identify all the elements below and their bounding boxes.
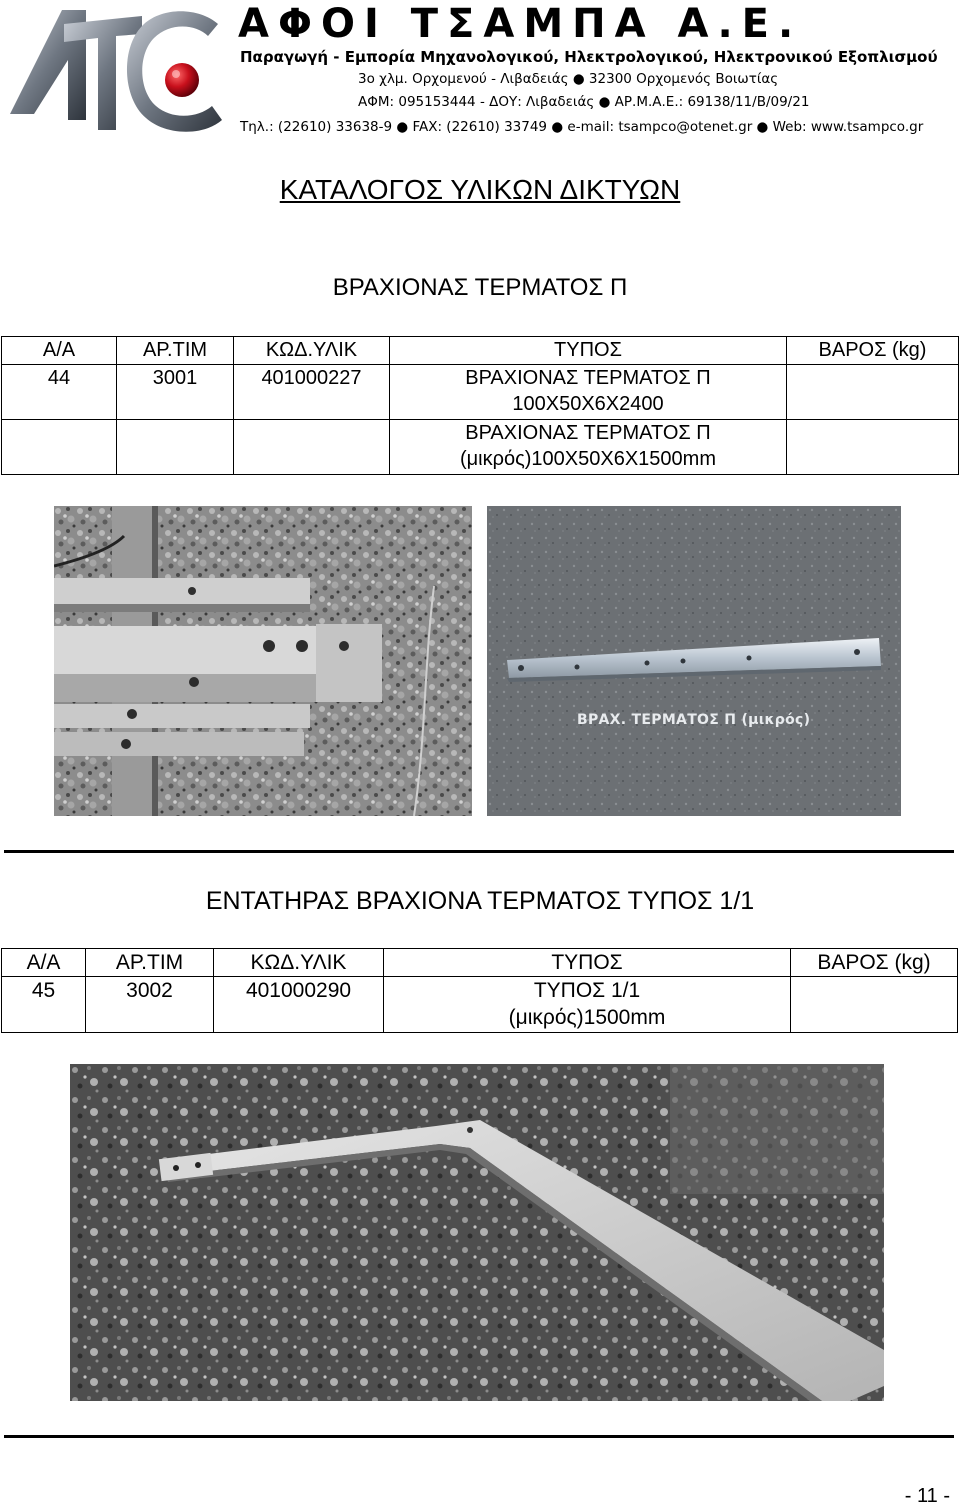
col-header-ar-tim: ΑΡ.ΤΙΜ: [117, 337, 234, 365]
footer-divider: [4, 1435, 954, 1438]
col-header-kod: ΚΩΔ.ΥΛΙΚ: [234, 337, 390, 365]
section-title-terminal-arm: ΒΡΑΧΙΟΝΑΣ ΤΕΡΜΑΤΟΣ Π: [332, 274, 628, 301]
col-header-aa: Α/Α: [2, 337, 117, 365]
cell-varos: [787, 420, 959, 475]
cell-typos: [384, 977, 791, 1033]
company-contacts: Τηλ.: (22610) 33638-9 ● FAX: (22610) 33749 ● e-mail: tsampco@otenet.gr ● Web: www.tsampco.gr: [240, 119, 924, 135]
col-header-varos: ΒΑΡΟΣ (kg): [787, 337, 959, 365]
table-header-row: [2, 949, 958, 977]
table-header-row: [2, 337, 959, 365]
cell-kod: [234, 420, 390, 475]
company-address: 3ο χλμ. Ορχομενού - Λιβαδειάς ● 32300 Ορχομενός Βοιωτίας: [358, 71, 779, 87]
cell-varos: [791, 977, 958, 1033]
section-divider: [4, 850, 954, 853]
cell-typos-line1: ΒΡΑΧΙΟΝΑΣ ΤΕΡΜΑΤΟΣ Π: [465, 422, 711, 444]
cell-ar-tim: 3002: [86, 977, 214, 1033]
atc-logo-icon: [4, 2, 230, 140]
photo-stacked-terminal-arms: [54, 506, 472, 816]
cell-kod: 401000227: [234, 365, 390, 420]
col-header-varos: ΒΑΡΟΣ (kg): [791, 949, 958, 977]
tensioner-table: [1, 948, 958, 1033]
table-row: [2, 420, 959, 475]
photo-caption: ΒΡΑΧ. ΤΕΡΜΑΤΟΣ Π (μικρός): [577, 712, 811, 728]
cell-typos: [390, 420, 787, 475]
photo-small-terminal-arm: [487, 506, 901, 816]
cell-ar-tim: 3001: [117, 365, 234, 420]
company-tax-info: ΑΦΜ: 095153444 - ΔΟΥ: Λιβαδειάς ● ΑΡ.Μ.Α.Ε.: 69138/11/Β/09/21: [358, 94, 810, 110]
section-title-tensioner: ΕΝΤΑΤΗΡΑΣ ΒΡΑΧΙΟΝΑ ΤΕΡΜΑΤΟΣ ΤΥΠΟΣ 1/1: [205, 887, 755, 915]
cell-typos-line1: ΒΡΑΧΙΟΝΑΣ ΤΕΡΜΑΤΟΣ Π: [465, 367, 711, 389]
cell-typos-line2: 100Χ50Χ6Χ2400: [512, 393, 664, 415]
col-header-typos: ΤΥΠΟΣ: [384, 949, 791, 977]
col-header-typos: ΤΥΠΟΣ: [390, 337, 787, 365]
table-row: [2, 365, 959, 420]
company-activity: Παραγωγή - Εμπορία Μηχανολογικού, Ηλεκτρολογικού, Ηλεκτρονικού Εξοπλισμού: [240, 48, 938, 66]
cell-typos-line2: (μικρός)1500mm: [508, 1006, 666, 1029]
cell-aa: 44: [2, 365, 117, 420]
company-logo: [4, 2, 230, 140]
company-name: ΑΦΟΙ ΤΣΑΜΠΑ Α.Ε.: [238, 1, 803, 47]
col-header-ar-tim: ΑΡ.ΤΙΜ: [86, 949, 214, 977]
cell-ar-tim: [117, 420, 234, 475]
cell-typos-line1: ΤΥΠΟΣ 1/1: [533, 979, 641, 1002]
cell-kod: 401000290: [214, 977, 384, 1033]
cell-aa: [2, 420, 117, 475]
table-row: [2, 977, 958, 1033]
photo-tensioner: [70, 1064, 884, 1401]
col-header-aa: Α/Α: [2, 949, 86, 977]
cell-varos: [787, 365, 959, 420]
catalog-title: ΚΑΤΑΛΟΓΟΣ ΥΛΙΚΩΝ ΔΙΚΤΥΩΝ: [279, 174, 681, 205]
cell-typos: [390, 365, 787, 420]
cell-typos-line2: (μικρός)100Χ50Χ6Χ1500mm: [460, 448, 716, 470]
page-number: - 11 -: [904, 1485, 950, 1507]
cell-aa: 45: [2, 977, 86, 1033]
terminal-arm-table: [1, 336, 959, 475]
col-header-kod: ΚΩΔ.ΥΛΙΚ: [214, 949, 384, 977]
